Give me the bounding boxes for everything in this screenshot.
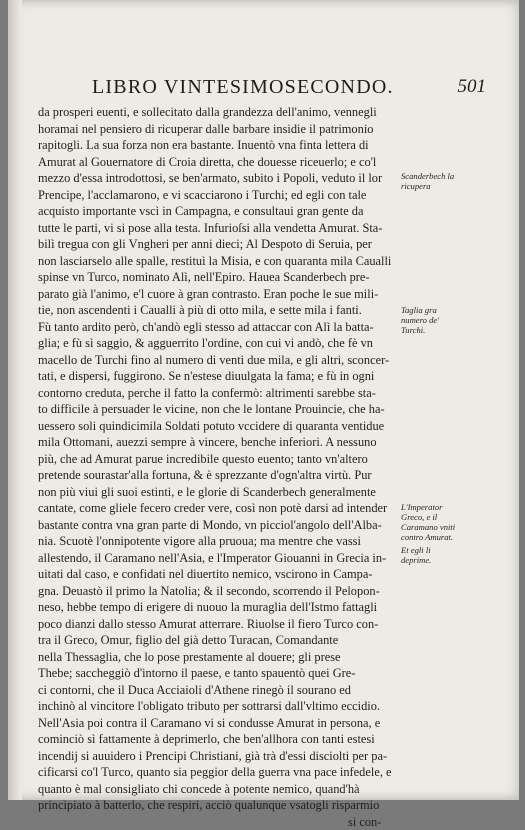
margin-note: Taglia gra numero de' Turchi. xyxy=(401,305,461,335)
text-line: Prencipe, l'acclamarono, e vi scacciarono i Turchi; ed egli con tale xyxy=(38,187,400,204)
margin-note: Scanderbech la ricupera xyxy=(401,171,461,191)
text-line: allestendo, il Caramano nell'Asia, e l'Imperator Giouanni in Grecia in- xyxy=(38,550,400,567)
book-page xyxy=(8,0,519,800)
text-line: macello de Turchi fino al numero di venti due mila, e gli altri, sconcer- xyxy=(38,352,400,369)
text-line: Amurat al Gouernatore di Croia diretta, che douesse riceuerlo; e co'l xyxy=(38,154,400,171)
text-line: spinse vn Turco, nominato Alì, nell'Epiro. Hauea Scanderbech pre- xyxy=(38,269,400,286)
margin-note: Et egli li deprime. xyxy=(401,545,461,565)
text-line: bastante contra vna gran parte di Mondo, vn picciol'angolo dell'Alba- xyxy=(38,517,400,534)
text-line: Nell'Asia poi contra il Caramano vi si condusse Amurat in persona, e xyxy=(38,715,400,732)
text-line: nia. Scuotè l'onnipotente vigore alla pruoua; ma mentre che vassi xyxy=(38,533,400,550)
text-line: ci contorni, che il Duca Acciaioli d'Athene rinegò il sourano ed xyxy=(38,682,400,699)
text-line: cantate, come gliele fecero creder vere, così non potè darsi ad intender xyxy=(38,500,400,517)
text-line: tati, e dispersi, fuggirono. Se n'estese diuulgata la fama; e fù in ogni xyxy=(38,368,400,385)
text-line: inchinò al vincitore l'obligato tributo per sottrarsi dall'vltimo eccidio. xyxy=(38,698,400,715)
catchword-line: si con- xyxy=(38,814,400,830)
page-gutter xyxy=(8,0,22,800)
text-line: non più viui gli suoi estinti, e le glorie di Scanderbech generalmente xyxy=(38,484,400,501)
text-line: cificarsi co'l Turco, quanto sia peggior della guerra vna pace infedele, e xyxy=(38,764,400,781)
text-line: tutte le parti, vi si pose alla testa. Infurioſsi alla vendetta Amurat. Sta- xyxy=(38,220,400,237)
text-line: non lasciarselo alle spalle, restituì la Misia, e con quaranta mila Caualli xyxy=(38,253,400,270)
text-line: contorno creduta, perche il fatto la confermò: altrimenti sarebbe sta- xyxy=(38,385,400,402)
text-line: incendij si auuidero i Prencipi Christiani, già trà d'essi disciolti per pa- xyxy=(38,748,400,765)
text-line: glia; e fù sì saggio, & agguerrito l'ordine, con cui vi andò, che fè vn xyxy=(38,335,400,352)
text-line: tie, non ascendenti i Caualli à più di otto mila, e sette mila i fanti. xyxy=(38,302,400,319)
text-line: bilì tregua con gli Vngheri per anni dieci; Al Despoto di Seruia, per xyxy=(38,236,400,253)
text-line: acquisto importante vscì in Campagna, e consultaui gran gente da xyxy=(38,203,400,220)
text-line: parato già l'animo, e'l cuore à gran contrasto. Eran poche le sue mili- xyxy=(38,286,400,303)
running-header xyxy=(86,76,486,98)
book-title: LIBRO VINTESIMOSECONDO. xyxy=(92,76,394,99)
text-line: uessero soli quindicimila Soldati potuto vccidere di quaranta ventidue xyxy=(38,418,400,435)
body-text xyxy=(38,104,400,830)
text-line: Fù tanto ardito però, ch'andò egli stesso ad attaccar con Alì la batta- xyxy=(38,319,400,336)
text-line: horamai nel pensiero di ricuperar dalle barbare insidie il patrimonio xyxy=(38,121,400,138)
text-line: to difficile à persuader le vicine, non che le lontane Prouincie, che ha- xyxy=(38,401,400,418)
text-line: principiato à batterlo, che respiri, acciò qualunque vsatogli risparmio xyxy=(38,797,400,814)
text-line: cominciò sì fattamente à deprimerlo, che ben'allhora con tanti estesi xyxy=(38,731,400,748)
text-line: uitati dal caso, e confidati nel diuertito nemico, vscirono in Campa- xyxy=(38,566,400,583)
text-line: più, che ad Amurat parue incredibile questo euento; tanto vn'altero xyxy=(38,451,400,468)
text-line: quanto è mal consigliato chi concede à potente nemico, quand'hà xyxy=(38,781,400,798)
margin-note: L'Imperator Greco, e il Caramano vniti contro Amurat. xyxy=(401,502,461,542)
text-line: poco dianzi dallo stesso Amurat atterrare. Riuolse il fiero Turco con- xyxy=(38,616,400,633)
text-line: mezzo d'essa introdottosi, se ben'armato, subito i Popoli, veduto il lor xyxy=(38,170,400,187)
text-line: tra il Greco, Omur, figlio del già detto Turacan, Comandante xyxy=(38,632,400,649)
text-line: rapitogli. La sua forza non era bastante. Inuentò vna finta lettera di xyxy=(38,137,400,154)
text-line: nella Thessaglia, che lo pose prestamente al douere; gli prese xyxy=(38,649,400,666)
text-line: Thebe; saccheggiò d'intorno il paese, e tanto spauentò quei Gre- xyxy=(38,665,400,682)
text-line: neso, hebbe tempo di erigere di nuouo la muraglia dell'Istmo fattagli xyxy=(38,599,400,616)
page-number: 501 xyxy=(458,76,487,98)
text-line: da prosperi euenti, e sollecitato dalla grandezza dell'animo, vennegli xyxy=(38,104,400,121)
text-line: pretende sourastar'alla fortuna, & è sprezzante d'ogn'altra virtù. Pur xyxy=(38,467,400,484)
text-line: gna. Deuastò il primo la Natolia; & il secondo, scorrendo il Pelopon- xyxy=(38,583,400,600)
text-line: mila Ottomani, auezzi sempre à vincere, benche inferiori. A nessuno xyxy=(38,434,400,451)
